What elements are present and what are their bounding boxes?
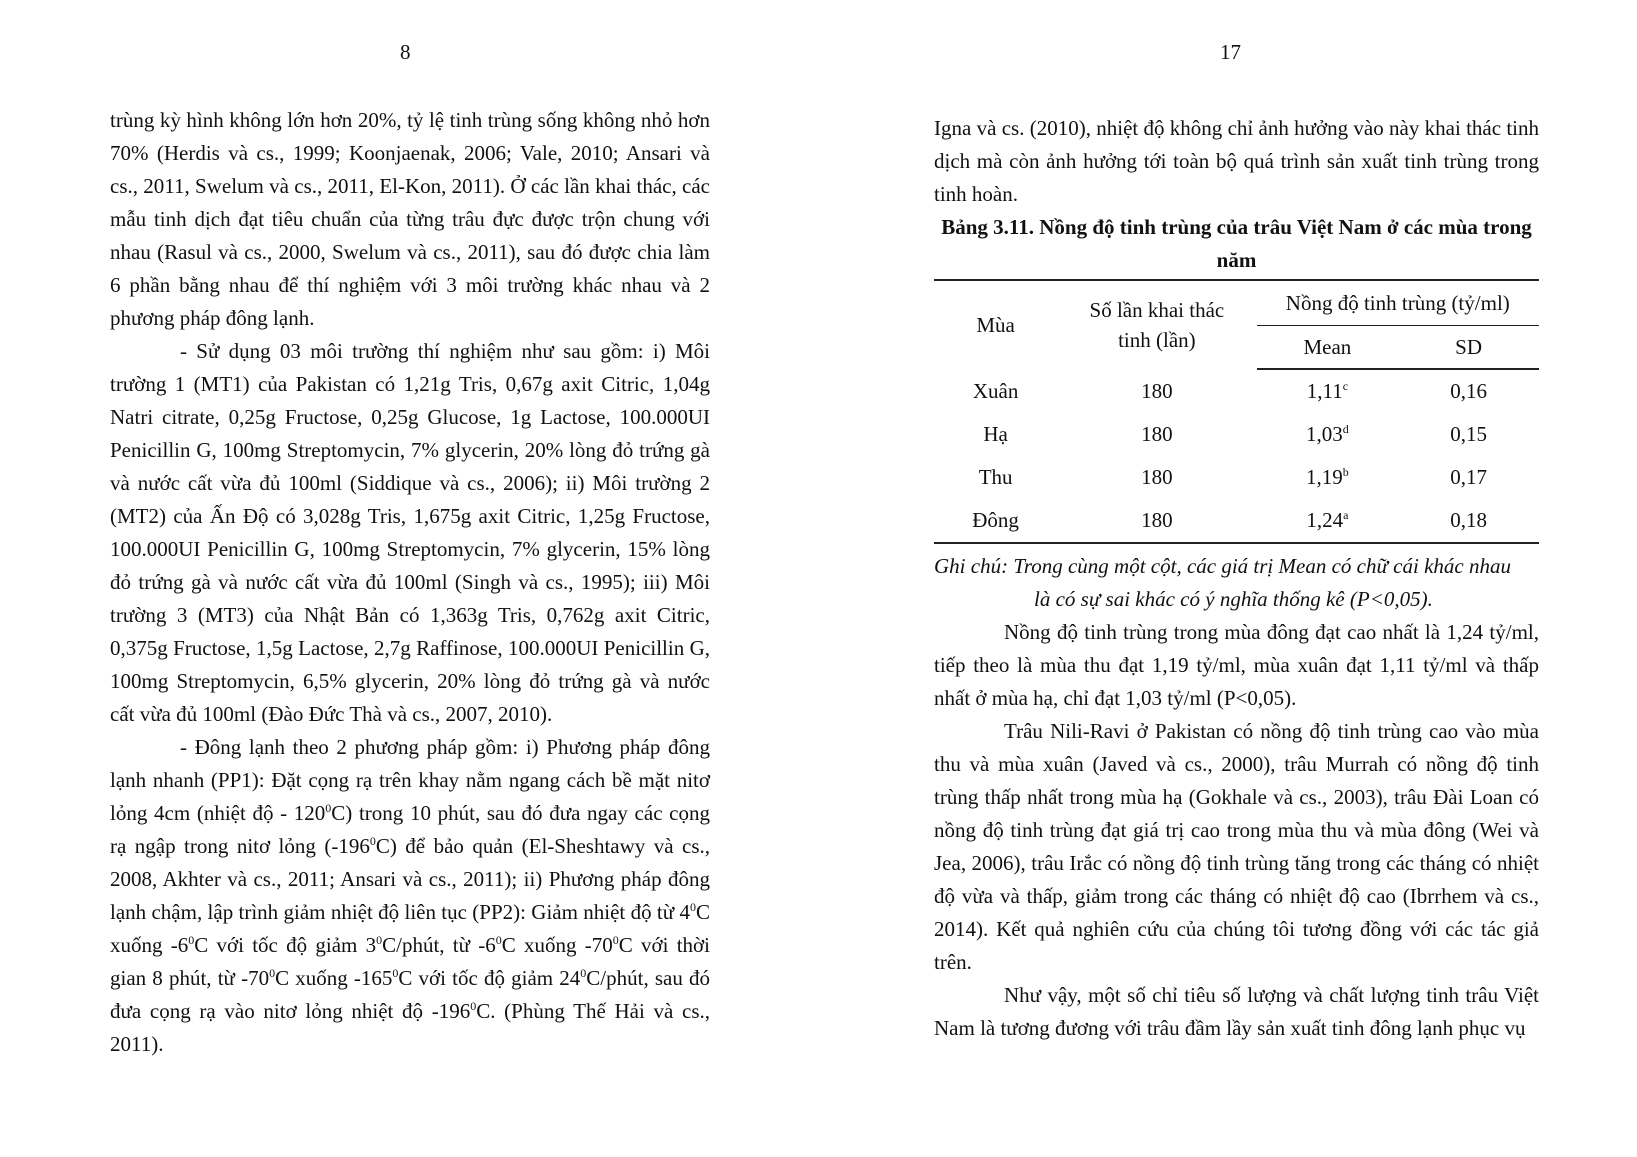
left-paragraph-3: - Đông lạnh theo 2 phương pháp gồm: i) Phương pháp đông lạnh nhanh (PP1): Đặt cọng rạ trên khay nằm ngang cách bề mặt nitơ lỏng 4cm (nhiệt độ - $120^0C$) trong 10 phút, sau đó đưa ngay các cọng rạ ngập trong nitơ lỏng $(-196^0C)$ để bảo quản (El-Sheshtawy và cs., 2008, Akhter và cs., 2011; Ansari và cs., 2011); ii) Phương pháp đông lạnh chậm, lập trình giảm nhiệt độ liên tục (PP2): Giảm nhiệt độ từ $4^0C$ xuống $-6^0C$ với tốc độ giảm $3^0C$/phút, từ $-6^0C$ xuống $-70^0C$ với thời gian 8 phút, từ $-70^0C$ xuống $-165^0C$ với tốc độ giảm $24^0C$/phút, sau đó đưa cọng rạ vào nitơ lỏng nhiệt độ $-196^0C$. (Phùng Thế Hải và cs., 2011). — [110, 735, 710, 1056]
right-paragraph-3: Như vậy, một số chỉ tiêu số lượng và chất lượng tinh trâu Việt Nam là tương đương với trâu đầm lầy sản xuất tinh đông lạnh phục vụ — [934, 983, 1539, 1040]
right-intro-paragraph: Igna và cs. (2010), nhiệt độ không chỉ ảnh hưởng vào này khai thác tinh dịch mà còn ảnh hưởng tới toàn bộ quá trình sản xuất tinh trùng trong tinh hoàn. — [934, 116, 1539, 206]
table-row: Xuân 180 1,11$^c$ 0,16 — [972, 378, 1487, 403]
left-paragraph-1: trùng kỳ hình không lớn hơn 20%, tỷ lệ tinh trùng sống không nhỏ hơn 70% (Herdis và cs., 1999; Koonjaenak, 2006; Vale, 2010; Ansari và cs., 2011, Swelum và cs., 2011, El-Kon, 2011). Ở các lần khai thác, các mẫu tinh dịch đạt tiêu chuẩn của từng trâu đực được trộn chung với nhau (Rasul và cs., 2000, Swelum và cs., 2011), sau đó được chia làm 6 phần bằng nhau để thí nghiệm với 3 môi trường khác nhau và 2 phương pháp đông lạnh. — [110, 108, 710, 330]
right-paragraph-2: Trâu Nili-Ravi ở Pakistan có nồng độ tinh trùng cao vào mùa thu và mùa xuân (Javed và cs., 2000), trâu Murrah có nồng độ tinh trùng thấp nhất trong mùa hạ (Gokhale và cs., 2003), trâu Đài Loan có nồng độ tinh trùng đạt giá trị cao trong mùa thu và mùa đông (Wei và Jea, 2006), trâu Irắc có nồng độ tinh trùng tăng trong các tháng có nhiệt độ vừa và thấp, giảm trong các tháng có nhiệt độ cao (Ibrrhem và cs., 2014). Kết quả nghiên cứu của chúng tôi tương đồng với các tác giả trên. — [934, 719, 1539, 974]
header-mean: Mean — [1257, 326, 1399, 370]
table-row: Đông 180 1,24$^a$ 0,18 — [934, 499, 1539, 543]
left-paragraph-2: - Sử dụng 03 môi trường thí nghiệm như sau gồm: i) Môi trường 1 (MT1) của Pakistan có 1,21g Tris, 0,67g axit Citric, 1,04g Natri citrate, 0,25g Fructose, 0,25g Glucose, 1g Lactose, 100.000UI Penicillin G, 100mg Streptomycin, 7% glycerin, 20% lòng đỏ trứng gà và nước cất vừa đủ 100ml (Siddique và cs., 2006); ii) Môi trường 2 (MT2) của Ấn Độ có 3,028g Tris, 1,675g axit Citric, 1,25g Fructose, 100.000UI Penicillin G, 100mg Streptomycin, 7% glycerin, 15% lòng đỏ trứng gà và nước cất vừa đủ 100ml (Singh và cs., 1995); iii) Môi trường 3 (MT3) của Nhật Bản có 1,363g Tris, 0,762g axit Citric, 0,375g Fructose, 1,5g Lactose, 2,7g Raffinose, 100.000UI Penicillin G, 100mg Streptomycin, 6,5% glycerin, 20% lòng đỏ trứng gà và nước cất vừa đủ 100ml (Đào Đức Thà và cs., 2007, 2010). — [110, 339, 710, 726]
left-page-number: 8 — [400, 40, 411, 64]
table-title: Bảng 3.11. Nồng độ tinh trùng của trâu Việt Nam ở các mùa trong năm — [941, 215, 1532, 272]
concentration-table — [934, 279, 1539, 544]
table-row: Thu 180 1,19$^b$ 0,17 — [978, 465, 1487, 489]
right-paragraph-1: Nồng độ tinh trùng trong mùa đông đạt cao nhất là 1,24 tỷ/ml, tiếp theo là mùa thu đạt 1,19 tỷ/ml, mùa xuân đạt 1,11 tỷ/ml và thấp nhất ở mùa hạ, chỉ đạt 1,03 tỷ/ml (P<0,05). — [934, 620, 1539, 710]
right-page-body — [934, 104, 1539, 1045]
header-concentration: Nồng độ tinh trùng (tỷ/ml) — [1257, 280, 1539, 326]
table-row: Hạ 180 1,03$^d$ 0,15 — [983, 422, 1487, 446]
right-page-number: 17 — [1220, 40, 1241, 64]
table-note: Ghi chú: Trong cùng một cột, các giá trị Mean có chữ cái khác nhau là có sự sai khác có ý nghĩa thống kê (P<0,05). — [934, 554, 1511, 611]
header-season: Mùa — [934, 280, 1057, 369]
left-page-body — [110, 104, 710, 1061]
header-count: Số lần khai thác tinh (lần) — [1057, 280, 1256, 369]
header-sd: SD — [1398, 326, 1539, 370]
